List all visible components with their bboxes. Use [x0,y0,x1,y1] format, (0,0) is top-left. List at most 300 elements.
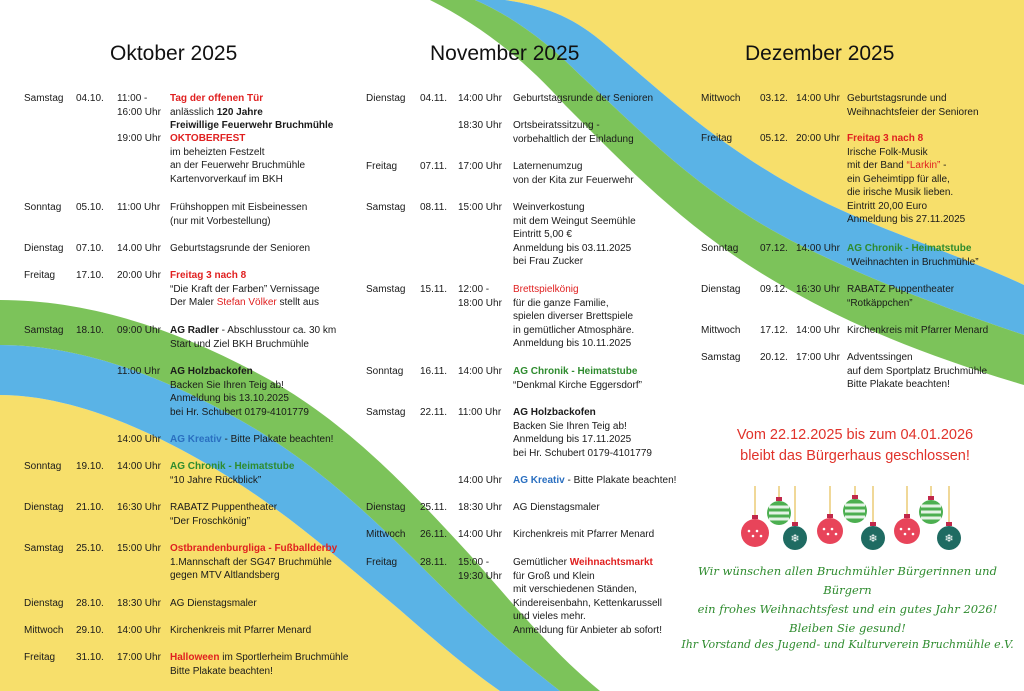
event-weekday: Freitag [24,652,56,663]
event-text-segment: bei Frau Zucker [513,256,584,267]
event-weekday: Freitag [366,557,398,568]
event-description [513,119,634,146]
event-description-line [847,106,979,120]
event-date: 21.10. [76,502,104,513]
event-description-line [847,132,965,146]
svg-text:❄: ❄ [944,532,954,545]
event-time [458,160,502,174]
event-time [117,597,161,611]
event-text-segment: für Groß und Klein [513,570,595,582]
event-description-line [513,379,642,393]
event-time-line: 16:30 Uhr [117,502,161,513]
event-description-line [513,556,662,570]
event-text-segment: AG Dienstagsmaler [170,598,257,609]
event-description [170,542,337,583]
event-description-line [847,283,954,297]
red-bauble-icon [894,486,920,544]
event-description-line [513,406,652,420]
event-text-segment: - Bitte Plakate beachten! [221,434,334,445]
event-description-line [513,337,634,351]
event-time-line: 14:00 Uhr [796,325,840,336]
event-time [117,365,160,379]
event-time [458,365,502,379]
event-date: 25.10. [76,543,104,554]
event-description-line [513,583,662,597]
event-description-line [513,242,636,256]
event-text-segment: Geburtstagsrunde und [847,93,947,104]
event-time-line: 19:00 Uhr [117,133,161,144]
event-description [513,556,662,637]
green-striped-bauble-icon [767,486,791,525]
event-weekday: Dienstag [24,598,64,609]
event-date: 04.10. [76,93,104,104]
event-description-line [513,283,634,297]
event-time [458,406,501,420]
event-date: 31.10. [76,652,104,663]
event-date: 08.11. [420,202,448,213]
event-text-segment: stellt aus [276,297,319,308]
christmas-ornaments [735,486,975,556]
event-description-line [170,159,305,173]
event-description [170,132,305,186]
event-time-line: 12:00 - [458,284,490,295]
event-description-line [170,624,311,638]
event-text-segment: Ortsbeiratssitzung - [513,120,600,131]
event-text-segment: Anmeldung bis 27.11.2025 [847,214,966,225]
event-time-line: 16:00 Uhr [117,106,161,118]
event-time-line: 14.00 Uhr [117,243,161,254]
event-text-segment: im Sportlerheim Bruchmühle [219,652,349,663]
event-description-line [513,160,634,174]
event-text-segment: - Abschlusstour ca. 30 km [218,325,337,336]
event-weekday: Dienstag [366,93,406,104]
event-date: 05.12. [760,133,788,144]
event-description-line [170,365,309,379]
event-text-segment: AG Chronik - Heimatstube [513,366,638,377]
event-text-segment: Freitag 3 nach 8 [847,133,924,144]
event-time-line: 19:30 Uhr [458,570,502,582]
event-text-segment: vorbehaltlich der Einladung [513,133,634,145]
event-time-line: 09:00 Uhr [117,325,161,336]
event-time [117,501,161,515]
event-description-line [170,201,307,215]
event-text-segment: AG Holzbackofen [170,366,253,377]
event-description-line [170,651,348,665]
event-text-segment: - Bitte Plakate beachten! [564,475,677,486]
event-description-line [847,378,987,392]
event-weekday: Dienstag [24,243,64,254]
event-time-line: 18:00 Uhr [458,297,502,309]
event-weekday: Samstag [24,543,64,554]
event-time [796,92,840,106]
event-description-line [170,556,337,570]
event-description-line [513,597,662,611]
event-text-segment: Ostbrandenburgliga - Fußballderby [170,543,338,554]
event-description-line [513,624,662,638]
event-time-line: 14:00 Uhr [458,475,502,486]
event-description-line [170,501,277,515]
event-date: 04.11. [420,93,448,104]
event-text-segment: Kirchenkreis mit Pfarrer Menard [513,529,655,540]
event-description-line [513,447,652,461]
event-text-segment: Kindereisenbahn, Kettenkarussell [513,597,662,609]
event-description-line [170,269,320,283]
event-time-line: 20:00 Uhr [796,133,840,144]
event-description-line [170,665,348,679]
event-description-line [170,515,277,529]
event-time-line: 16:30 Uhr [796,284,840,295]
event-weekday: Mittwoch [701,325,741,336]
event-time-line: 17:00 Uhr [117,652,161,663]
event-text-segment: anlässlich [170,106,217,118]
event-time [117,269,161,283]
event-time-line: 11:00 Uhr [117,202,161,213]
event-weekday: Sonntag [366,366,404,377]
event-description-line [170,146,305,160]
event-description-line [513,324,634,338]
event-text-segment: Start und Ziel BKH Bruchmühle [170,338,309,350]
event-text-segment: “10 Jahre Rückblick” [170,474,262,486]
event-description [513,160,634,187]
event-description-line [513,528,654,542]
event-description-line [170,106,333,120]
event-description [170,365,309,419]
event-weekday: Samstag [24,325,64,336]
event-description-line [513,570,662,584]
event-text-segment: und vieles mehr. [513,611,586,622]
event-text-segment: ein Geheimtipp für alle, [847,173,950,185]
event-time [117,132,161,146]
event-text-segment: AG Holzbackofen [513,407,596,418]
event-weekday: Samstag [366,284,406,295]
event-date: 28.11. [420,557,448,568]
event-description-line [513,92,653,106]
event-description-line [847,297,954,311]
event-date: 07.12. [760,243,788,254]
event-date: 20.12. [760,352,788,363]
event-time-line: 17:00 Uhr [796,352,840,363]
event-description-line [847,365,987,379]
event-text-segment: 120 Jahre [216,106,263,118]
event-description-line [170,542,337,556]
board-signature: Ihr Vorstand des Jugend- und Kulturverein Bruchmühle e.V. [681,638,1014,651]
event-weekday: Freitag [366,161,398,172]
event-time [117,542,161,556]
event-text-segment: AG Kreativ [170,434,222,445]
event-text-segment: von der Kita zur Feuerwehr [513,174,634,186]
event-description-line [513,501,600,515]
event-description [170,201,307,228]
event-weekday: Samstag [701,352,741,363]
event-description-line [513,255,636,269]
event-time [458,283,502,310]
event-text-segment: Irische Folk-Musik [847,146,928,158]
event-description-line [513,215,636,229]
event-time-line: 14:00 Uhr [796,93,840,104]
event-text-segment: Weinverkostung [513,202,585,213]
event-text-segment: 1.Mannschaft der SG47 Bruchmühle [170,556,332,568]
event-description [513,92,653,106]
event-description [170,501,277,528]
event-text-segment: AG Kreativ [513,475,565,486]
event-text-segment: Geburtstagsrunde der Senioren [170,243,311,254]
event-text-segment: Geburtstagsrunde der Senioren [513,93,654,104]
event-description-line [170,392,309,406]
event-time [458,556,502,583]
event-text-segment: Gemütlicher [513,557,570,568]
event-time [796,242,840,256]
event-time-line: 18:30 Uhr [458,502,502,513]
event-time-line: 14:00 Uhr [117,461,161,472]
event-text-segment: “Rotkäppchen” [847,297,913,309]
event-description [170,92,333,133]
event-weekday: Freitag [24,270,56,281]
event-time-line: 14:00 Uhr [458,366,502,377]
event-description [847,283,954,310]
event-description [170,242,310,256]
event-description [170,624,311,638]
event-description-line [513,201,636,215]
event-date: 29.10. [76,625,104,636]
event-description-line [513,119,634,133]
event-text-segment: mit dem Weingut Seemühle [513,215,636,227]
event-weekday: Dienstag [701,284,741,295]
event-description [170,269,320,310]
event-date: 19.10. [76,461,104,472]
event-description-line [170,119,333,133]
event-text-segment: mit verschiedenen Ständen, [513,584,637,595]
event-time-line: 14:00 Uhr [458,93,502,104]
event-description-line [513,133,634,147]
event-time [117,651,161,665]
event-description [513,474,676,488]
event-text-segment: “Die Kraft der Farben” Vernissage [170,283,320,295]
event-date: 16.11. [420,366,448,377]
event-date: 05.10. [76,202,104,213]
event-description-line [847,186,965,200]
event-time-line: 11:00 - [117,93,148,104]
event-description-line [847,213,965,227]
event-text-segment: Anmeldung bis 13.10.2025 [170,393,289,404]
event-time [117,324,161,338]
event-description-line [513,228,636,242]
event-date: 28.10. [76,598,104,609]
event-description [170,597,257,611]
event-date: 17.10. [76,270,104,281]
event-description-line [170,597,257,611]
event-text-segment: auf dem Sportplatz Bruchmühle [847,365,988,377]
event-text-segment: spielen diverser Brettspiele [513,311,634,322]
event-time [458,501,502,515]
event-description-line [170,406,309,420]
event-text-segment: Anmeldung bis 10.11.2025 [513,338,632,349]
event-time [796,351,840,365]
event-time-line: 18:30 Uhr [458,120,502,131]
event-text-segment: mit der Band [847,160,907,171]
event-text-segment: Anmeldung für Anbieter ab sofort! [513,624,662,636]
event-text-segment: Weihnachtsmarkt [569,557,653,568]
event-description-line [513,365,642,379]
wish-line-1: Wir wünschen allen Bruchmühler Bürgerinnen und Bürgern [698,564,997,597]
event-description-line [170,324,336,338]
event-description [513,201,636,269]
event-weekday: Mittwoch [701,93,741,104]
event-text-segment: OKTOBERFEST [170,133,246,144]
event-weekday: Sonntag [701,243,739,254]
event-text-segment: AG Chronik - Heimatstube [847,243,972,254]
event-date: 17.12. [760,325,788,336]
event-date: 22.11. [420,407,448,418]
event-description-line [170,242,310,256]
event-text-segment: Anmeldung bis 17.11.2025 [513,434,632,445]
event-text-segment: Frühshoppen mit Eisbeinessen [170,202,308,213]
event-time-line: 15:00 Uhr [458,202,502,213]
event-time-line: 15:00 Uhr [117,543,161,554]
closure-notice [700,425,1010,467]
event-time-line: 17:00 Uhr [458,161,502,172]
event-time [117,242,161,256]
event-date: 15.11. [420,284,448,295]
event-weekday: Dienstag [366,502,406,513]
red-bauble-icon [817,486,843,544]
event-text-segment: Halloween [170,652,220,663]
event-text-segment: in gemütlicher Atmosphäre. [513,324,635,336]
event-description-line [170,338,336,352]
event-description-line [513,474,676,488]
event-description-line [847,159,965,173]
event-date: 07.11. [420,161,448,172]
event-weekday: Samstag [366,202,406,213]
event-text-segment: AG Radler [170,325,219,336]
event-description-line [847,324,988,338]
event-description-line [513,420,652,434]
event-text-segment: Tag der offenen Tür [170,93,264,104]
event-description-line [170,379,309,393]
event-weekday: Mittwoch [366,529,406,540]
wish-line-2: ein frohes Weihnachtsfest und ein gutes Jahr 2026! [697,602,998,616]
event-time-line: 11:00 Uhr [458,407,502,418]
event-text-segment: Stefan Völker [216,297,277,308]
event-description-line [847,351,987,365]
event-text-segment: an der Feuerwehr Bruchmühle [170,160,306,171]
event-text-segment: Kirchenkreis mit Pfarrer Menard [847,325,989,336]
event-description [847,324,988,338]
event-description [847,92,979,119]
event-text-segment: Brettspielkönig [513,284,579,295]
event-time [117,92,161,119]
event-description [513,528,654,542]
event-description-line [170,132,305,146]
event-time [458,119,502,133]
event-description-line [170,460,294,474]
event-description-line [170,569,337,583]
event-text-segment: Der Maler [170,297,217,308]
month-title-november: November 2025 [430,42,580,65]
event-time [117,433,161,447]
event-description-line [847,92,979,106]
event-time [117,460,161,474]
event-text-segment: Kartenvorverkauf im BKH [170,173,283,185]
event-text-segment: Kirchenkreis mit Pfarrer Menard [170,625,312,636]
event-text-segment: Laternenumzug [513,161,583,172]
event-text-segment: AG Dienstagsmaler [513,502,600,513]
event-text-segment: gegen MTV Altlandsberg [170,570,280,581]
event-description-line [170,283,320,297]
event-time-line: 11:00 Uhr [117,366,161,377]
svg-text:❄: ❄ [790,532,800,545]
event-description-line [170,296,320,310]
event-description [847,132,965,227]
event-time [796,324,840,338]
event-text-segment: Eintritt 5,00 € [513,229,572,240]
event-description [513,501,600,515]
event-description [170,324,336,351]
event-text-segment: Anmeldung bis 03.11.2025 [513,242,632,254]
event-description-line [513,310,634,324]
event-time [458,474,502,488]
event-weekday: Samstag [366,407,406,418]
event-description-line [847,146,965,160]
event-text-segment: “Denkmal Kirche Eggersdorf” [513,379,642,391]
event-date: 09.12. [760,284,788,295]
event-text-segment: bei Hr. Schubert 0179-4101779 [170,406,309,418]
event-text-segment: RABATZ Puppentheater [847,284,955,295]
event-time [117,201,160,215]
event-description-line [170,433,333,447]
event-description-line [847,242,979,256]
event-date: 18.10. [76,325,104,336]
event-time [458,528,502,542]
event-time-line: 14:00 Uhr [796,243,840,254]
event-time-line: 14:00 Uhr [117,625,161,636]
event-text-segment: AG Chronik - Heimatstube [170,461,295,472]
event-weekday: Sonntag [24,202,62,213]
closure-line-1: Vom 22.12.2025 bis zum 04.01.2026 [736,427,974,443]
event-time [458,92,502,106]
closure-line-2: bleibt das Bürgerhaus geschlossen! [740,448,970,464]
event-time-line: 15:00 - [458,557,490,568]
event-time [117,624,161,638]
event-description-line [513,433,652,447]
event-description [170,433,333,447]
event-time-line: 14:00 Uhr [117,434,161,445]
event-description-line [513,610,662,624]
event-description [513,365,642,392]
event-text-segment: Backen Sie Ihren Teig ab! [513,420,627,432]
event-text-segment: im beheizten Festzelt [170,146,265,158]
event-description-line [170,173,305,187]
event-weekday: Sonntag [24,461,62,472]
wish-line-3: Bleiben Sie gesund! [789,621,906,635]
event-description [847,242,979,269]
christmas-wishes [680,562,1015,638]
event-description [170,651,348,678]
event-time-line: 18:30 Uhr [117,598,161,609]
event-description-line [847,256,979,270]
event-description-line [847,173,965,187]
month-title-october: Oktober 2025 [110,42,238,65]
event-text-segment: - [940,160,947,171]
event-time-line: 20:00 Uhr [117,270,161,281]
month-title-december: Dezember 2025 [745,42,895,65]
event-text-segment: die irische Musik lieben. [847,187,954,198]
event-text-segment: “Larkin” [906,160,941,171]
event-text-segment: Adventssingen [847,352,913,363]
event-weekday: Samstag [24,93,64,104]
event-time-line: 14:00 Uhr [458,529,502,540]
event-description-line [170,215,307,229]
event-description-line [513,174,634,188]
